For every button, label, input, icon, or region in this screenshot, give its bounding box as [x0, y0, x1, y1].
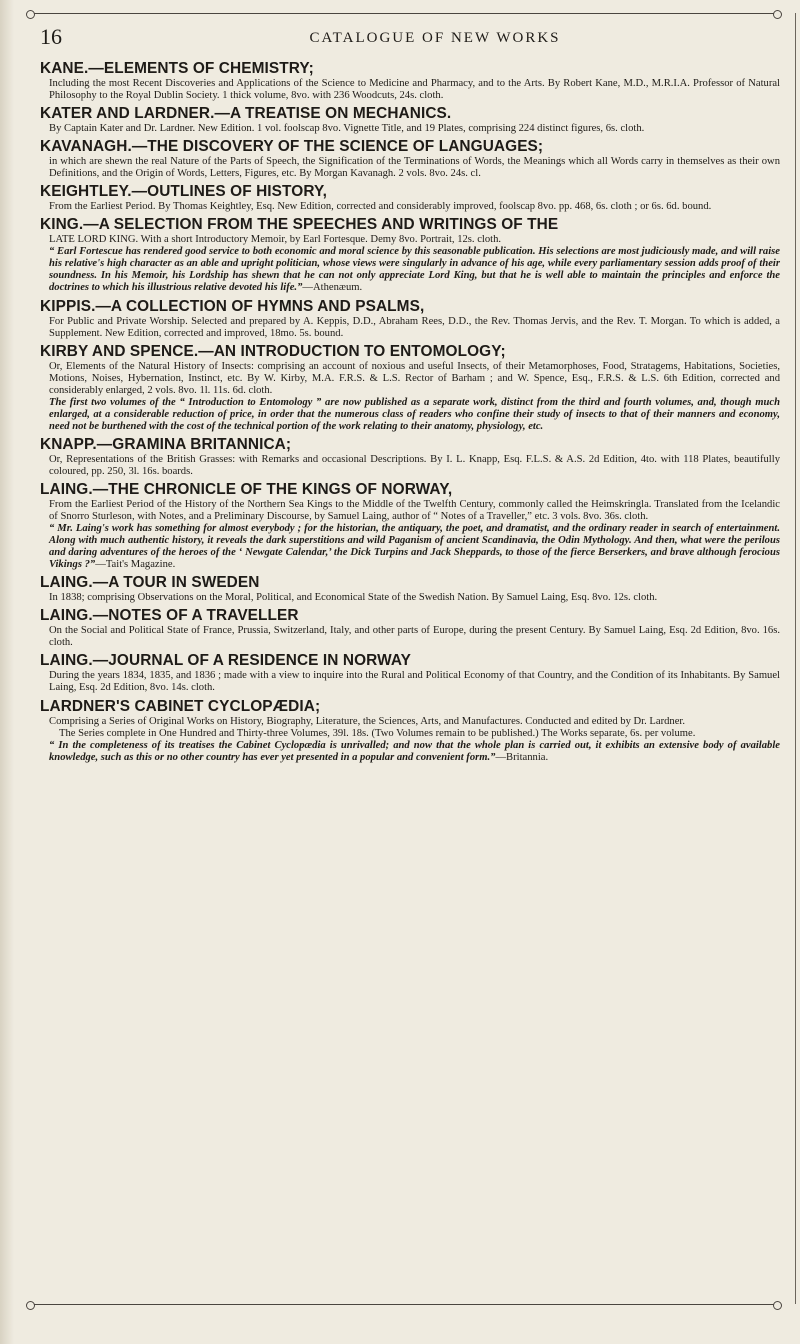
entry-lardner-cyclopaedia — [40, 698, 780, 764]
entry-heading: KEIGHTLEY.—OUTLINES OF HISTORY, — [40, 183, 327, 201]
entry-heading: KIRBY AND SPENCE.—AN INTRODUCTION TO ENTOMOLOGY; — [40, 342, 506, 360]
page-edge — [0, 0, 14, 1344]
entry-laing-chronicle — [40, 481, 780, 571]
entry-heading: KANE.—ELEMENTS OF CHEMISTRY; — [40, 60, 314, 77]
quote-text: “ Mr. Laing's work has something for almost everybody ; for the historian, the antiquary, the poet, and dramatist, and the ordinary reader in search of entertainment. Along with much authentic history, it reveals the dark superstitions and wild Paganism of ancient Scandinavia, the Odin Mythology. And then, what were the perilous and daring adventures of the heroes of the ‘ Newgate Calendar,’ the Dick Turpins and Jack Sheppards, to those of the fierce Berserkers, and brave although ferocious Vikings ?” — [49, 523, 780, 571]
entry-kane — [40, 60, 780, 102]
entry-knapp — [40, 436, 780, 478]
entry-description: Comprising a Series of Original Works on History, Biography, Literature, the Sciences, Arts, and Manufactures. Conducted and edited by Dr. Lardner. — [49, 715, 685, 727]
entry-heading: KING.—A SELECTION FROM THE SPEECHES AND WRITINGS OF THE — [40, 216, 559, 234]
entry-heading: LAING.—NOTES OF A TRAVELLER — [40, 607, 299, 625]
entry-heading: KNAPP.—GRAMINA BRITANNICA; — [40, 435, 292, 453]
quote-source: —Britannia. — [495, 751, 549, 763]
entry-note — [40, 397, 780, 433]
entry-kippis — [40, 298, 780, 340]
entry-heading: KATER AND LARDNER.—A TREATISE ON MECHANICS. — [40, 105, 452, 123]
entry-heading: LAING.—THE CHRONICLE OF THE KINGS OF NORWAY, — [40, 480, 453, 498]
entry-kavanagh — [40, 138, 780, 180]
quote-source: —Tait's Magazine. — [95, 559, 176, 571]
entry-description: On the Social and Political State of France, Prussia, Switzerland, Italy, and other parts of Europe, during the present Century. By Samuel Laing, Esq. 2d Edition, 8vo. 16s. cloth. — [49, 625, 780, 649]
entry-kirby-spence — [40, 343, 780, 433]
bottom-rule — [30, 1304, 778, 1305]
catalogue-entries — [40, 60, 780, 767]
entry-laing-notes — [40, 607, 780, 649]
quote-text: “ Earl Fortescue has rendered good service to both economic and moral science by this seasonable publication. His selections are most judiciously made, and will raise his relative's high character as an able and upright politician, whose views were singularly in advance of his age, while every parliamentary session adds proof of their soundness. In his Memoir, his Lordship has shewn that he can not only appreciate Lord King, but that he is well able to maintain the principles and enforce the doctrines to which his illustrious relative devoted his life.” — [49, 246, 780, 294]
entry-laing-norway — [40, 652, 780, 694]
entry-heading: LAING.—A TOUR IN SWEDEN — [40, 574, 260, 592]
right-border — [795, 13, 796, 1304]
top-rule — [30, 13, 778, 14]
entry-heading: KAVANAGH.—THE DISCOVERY OF THE SCIENCE OF LANGUAGES; — [40, 138, 544, 156]
entry-description: Including the most Recent Discoveries and Applications of the Science to Medicine and Pharmacy, and to the Arts. By Robert Kane, M.D., M.R.I.A. Professor of Natural Philosophy to the Royal Dublin Society. 1 thick volume, 8vo. with 236 Woodcuts, 24s. cloth. — [49, 78, 780, 102]
entry-description: LATE LORD KING. With a short Introductory Memoir, by Earl Fortesque. Demy 8vo. Portrait, 12s. cloth. — [49, 234, 502, 246]
entry-description: During the years 1834, 1835, and 1836 ; made with a view to inquire into the Rural and Political Economy of that Country, and the Condition of its Inhabitants. By Samuel Laing, Esq. 2d Edition, 8vo. 14s. cloth. — [49, 670, 780, 694]
entry-description: For Public and Private Worship. Selected and prepared by A. Keppis, D.D., Abraham Rees, D.D., the Rev. Thomas Jervis, and the Rev. T. Morgan. To which is added, a Supplement. New Edition, corrected and improved, 18mo. 5s. bound. — [49, 315, 780, 339]
running-title: CATALOGUE OF NEW WORKS — [309, 30, 561, 46]
entry-heading: LARDNER'S CABINET CYCLOPÆDIA; — [40, 697, 321, 715]
quote-source: —Athenæum. — [302, 282, 363, 294]
entry-description: in which are shewn the real Nature of the Parts of Speech, the Signification of the Terminations of Words, the Meanings which all Words carry in themselves as their own Definitions, and the Origin of Words, Letters, Figures, etc. By Morgan Kavanagh. 2 vols. 8vo. 24s. cl. — [49, 156, 780, 180]
entry-description: In 1838; comprising Observations on the Moral, Political, and Economical State of the Swedish Nation. By Samuel Laing, Esq. 8vo. 12s. cloth. — [49, 592, 658, 604]
page-number: 16 — [40, 24, 62, 49]
entry-description: Or, Elements of the Natural History of Insects: comprising an account of noxious and useful Insects, of their Metamorphoses, Food, Stratagems, Habitations, Societies, Motions, Noises, Hybernation, Instinct, etc. By W. Kirby, M.A. F.R.S. & L.S. Rector of Barham ; and W. Spence, Esq., F.R.S. & L.S. 6th Edition, corrected and considerably enlarged, 2 vols. 8vo. 1l. 11s. 6d. cloth. — [49, 360, 780, 396]
entry-heading: KIPPIS.—A COLLECTION OF HYMNS AND PSALMS, — [40, 297, 425, 315]
entry-series-note: The Series complete in One Hundred and Thirty-three Volumes, 39l. 18s. (Two Volumes remain to be published.) The Works separate, 6s. per volume. — [59, 727, 696, 739]
entry-description: From the Earliest Period. By Thomas Keightley, Esq. New Edition, corrected and considerably improved, foolscap 8vo. pp. 468, 6s. cloth ; or 6s. 6d. bound. — [49, 201, 712, 213]
entry-keightley — [40, 183, 780, 213]
entry-heading: LAING.—JOURNAL OF A RESIDENCE IN NORWAY — [40, 652, 412, 670]
entry-description: Or, Representations of the British Grasses: with Remarks and occasional Descriptions. By I. L. Knapp, Esq. F.L.S. & A.S. 2d Edition, 4to. with 118 Plates, beautifully coloured, pp. 250, 3l. 16s. boards. — [49, 453, 780, 477]
entry-review-quote — [40, 523, 780, 571]
entry-kater-lardner — [40, 105, 780, 135]
page-header — [40, 24, 780, 54]
entry-description: By Captain Kater and Dr. Lardner. New Edition. 1 vol. foolscap 8vo. Vignette Title, and 19 Plates, comprising 224 distinct figures, 6s. cloth. — [49, 123, 645, 135]
entry-king — [40, 216, 780, 294]
quote-text: “ In the completeness of its treatises the Cabinet Cyclopædia is unrivalled; and now that the whole plan is carried out, it exhibits an extensive body of available knowledge, such as this or no other country has ever yet presented in a popular and convenient form.” — [49, 739, 780, 763]
entry-review-quote — [40, 246, 780, 294]
entry-review-quote — [40, 740, 780, 764]
entry-description: From the Earliest Period of the History of the Northern Sea Kings to the Middle of the Twelfth Century, commonly called the Heimskringla. Translated from the Icelandic of Snorro Sturleson, with Notes, and a Preliminary Discourse, by Samuel Laing, author of “ Notes of a Traveller,” etc. 3 vols. 8vo. 36s. cloth. — [49, 498, 780, 523]
note-text: The first two volumes of the “ Introduction to Entomology ” are now published as a separate work, distinct from the third and fourth volumes, and, though much enlarged, at a considerable reduction of price, in order that the numerous class of readers who confine their study of insects to that of their manners and economy, need not be burthened with the cost of the technical portion of the work relating to their anatomy, physiology, etc. — [49, 396, 780, 432]
entry-laing-sweden — [40, 574, 780, 604]
